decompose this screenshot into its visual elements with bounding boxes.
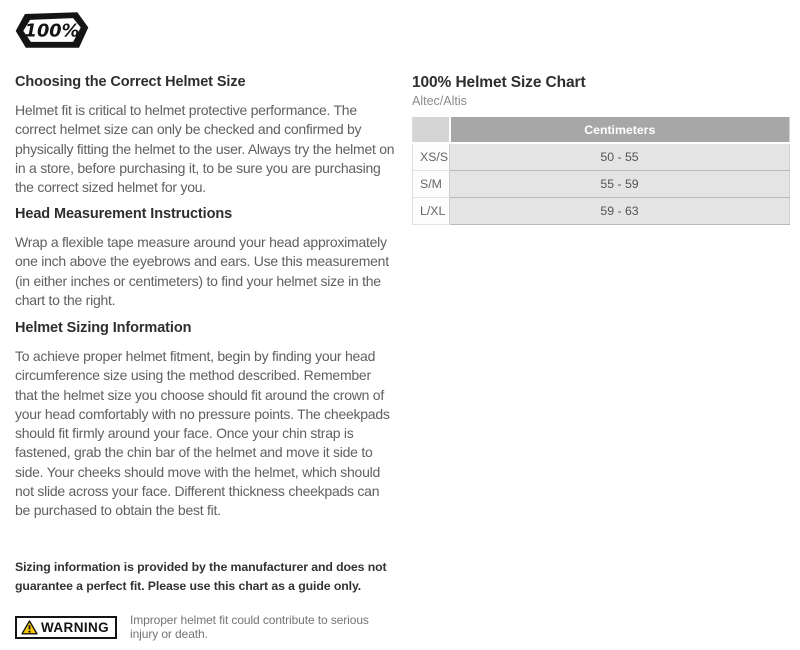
cm-cell: 59 - 63 [450,198,790,225]
section-body: Helmet fit is critical to helmet protective performance. The correct helmet size can only be checked and confirmed by physically fitting the helmet to the user. Always try the helmet on in a store, before purchasing it, to be sure you are purchasing the correct sized helmet for you. [15,102,395,196]
logo-text: 100% [24,21,80,42]
section-heading: Helmet Sizing Information [15,320,192,336]
table-row-sm [413,171,790,198]
section-choosing-helmet-size [15,74,395,197]
section-heading: Head Measurement Instructions [15,206,233,222]
size-cell: L/XL [413,198,450,225]
size-chart-panel [412,74,790,225]
section-heading: Choosing the Correct Helmet Size [15,74,246,90]
warning-badge [15,616,117,639]
section-head-measurement [15,206,395,310]
size-cell: XS/S [413,143,450,171]
warning-text: Improper helmet fit could contribute to serious injury or death. [130,613,369,641]
sizing-guide-content [15,0,395,650]
section-body: Wrap a flexible tape measure around your head approximately one inch above the eyebrows and ears. Use this measurement (in either inches or centimeters) to find your helmet size in the chart to the right. [15,234,389,308]
size-column-header [413,117,450,143]
cm-cell: 55 - 59 [450,171,790,198]
warning-row [15,613,395,641]
size-cell: S/M [413,171,450,198]
centimeters-column-header: Centimeters [450,117,790,143]
table-header-row [413,117,790,143]
chart-subtitle: Altec/Altis [412,94,467,108]
section-helmet-sizing-info [15,320,395,521]
disclaimer-text: Sizing information is provided by the manufacturer and does not guarantee a perfect fit. Please use this chart as a guide only. [15,560,387,594]
size-chart-table [412,117,790,225]
table-row-lxl [413,198,790,225]
section-body: To achieve proper helmet fitment, begin by finding your head circumference size using the method described. Remember that the helmet size you choose should fit around the crown of your head comfortably with no pressure points. The cheekpads should fit firmly around your face. Once your chin strap is fastened, grab the chin bar of the helmet and move it side to side. Your cheeks should move with the helmet, which should not slide across your face. Different thickness cheekpads can be purchased to obtain the best fit. [15,348,390,519]
cm-cell: 50 - 55 [450,143,790,171]
warning-triangle-icon [21,620,38,635]
chart-title: 100% Helmet Size Chart [412,74,586,91]
table-row-xss [413,143,790,171]
warning-badge-label: WARNING [41,619,110,635]
